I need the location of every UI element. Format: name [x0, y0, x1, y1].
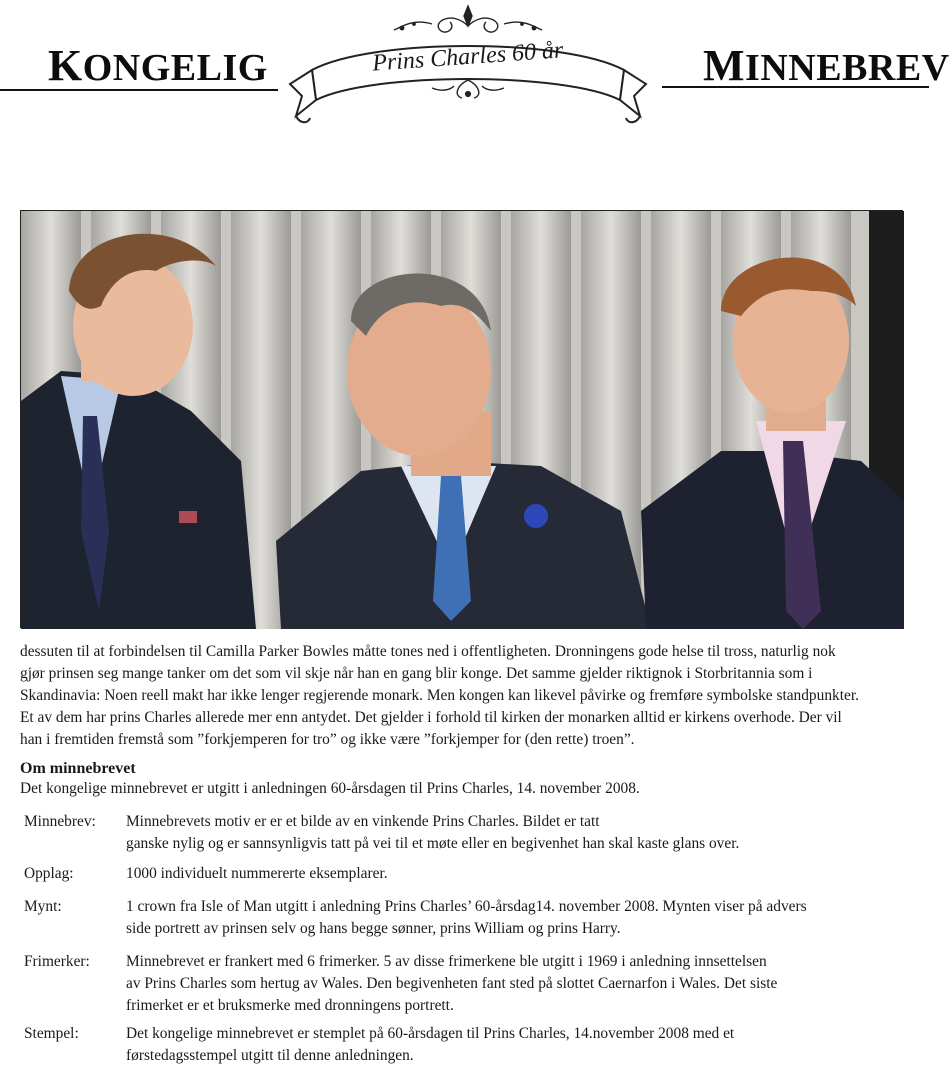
article-line: Et av dem har prins Charles allerede mer enn antydet. Det gjelder i forhold til kirken der monarken alltid er kirkens overhode. Der vil — [20, 709, 842, 726]
detail-label: Minnebrev: — [24, 813, 96, 830]
flourish-top-icon — [394, 6, 542, 32]
detail-label: Opplag: — [24, 865, 74, 882]
detail-label: Stempel: — [24, 1025, 79, 1042]
detail-value — [126, 896, 923, 940]
article-line: dessuten til at forbindelsen til Camilla Parker Bowles måtte tones ned i offentligheten. Dronningens gode helse til tross, naturlig nok — [20, 643, 836, 660]
header-left-title-text: KONGELIG — [48, 41, 268, 90]
section-heading: Om minnebrevet — [20, 760, 136, 777]
royal-family-photo — [20, 210, 903, 628]
detail-line: 1000 individuelt nummererte eksemplarer. — [126, 865, 388, 882]
detail-line: av Prins Charles som hertug av Wales. Den begivenheten fant sted på slottet Caernarfon i Wales. Det siste — [126, 975, 778, 992]
article-line: Skandinavia: Noen reell makt har ikke lenger regjerende monark. Men kongen kan likevel påvirke og fremføre symbolske standpunkter. — [20, 687, 859, 704]
detail-line: side portrett av prinsen selv og hans begge sønner, prins William og prins Harry. — [126, 920, 621, 937]
detail-value — [126, 811, 923, 855]
detail-label: Frimerker: — [24, 953, 90, 970]
article-line: han i fremtiden fremstå som ”forkjemperen for tro” og ikke være ”forkjemper for (den rette) troen”. — [20, 731, 635, 748]
detail-label: Mynt: — [24, 898, 62, 915]
article-body — [20, 641, 923, 751]
photo-illustration — [21, 211, 904, 629]
banner-ornament — [282, 0, 654, 140]
detail-value — [126, 1023, 923, 1067]
header-rule-left — [0, 89, 278, 91]
header-right-title — [703, 41, 950, 90]
section-intro: Det kongelige minnebrevet er utgitt i anledningen 60-årsdagen til Prins Charles, 14. november 2008. — [20, 780, 640, 797]
detail-line: Minnebrevets motiv er er et bilde av en vinkende Prins Charles. Bildet er tatt — [126, 813, 600, 830]
detail-line: Minnebrevet er frankert med 6 frimerker. 5 av disse frimerkene ble utgitt i 1969 i anledning innsettelsen — [126, 953, 767, 970]
detail-line: førstedagsstempel utgitt til denne anledningen. — [126, 1047, 414, 1064]
detail-line: Det kongelige minnebrevet er stemplet på 60-årsdagen til Prins Charles, 14.november 2008 med et — [126, 1025, 735, 1042]
detail-line: frimerket er et bruksmerke med dronningens portrett. — [126, 997, 454, 1014]
detail-line: ganske nylig og er sannsynligvis tatt på vei til et møte eller en begivenhet han skal kaste glans over. — [126, 835, 740, 852]
detail-value — [126, 863, 923, 885]
header-right-title-text: MINNEBREV — [703, 41, 950, 90]
header-left-title — [48, 41, 268, 90]
detail-line: 1 crown fra Isle of Man utgitt i anledning Prins Charles’ 60-årsdag14. november 2008. Mynten viser på advers — [126, 898, 807, 915]
detail-value — [126, 951, 923, 1017]
flourish-bottom-icon — [432, 80, 504, 98]
article-line: gjør prinsen seg mange tanker om det som vil skje når han en gang blir konge. Det samme gjelder riktignok i Storbritannia som i — [20, 665, 813, 682]
banner-text: Prins Charles 60 år — [371, 37, 565, 77]
